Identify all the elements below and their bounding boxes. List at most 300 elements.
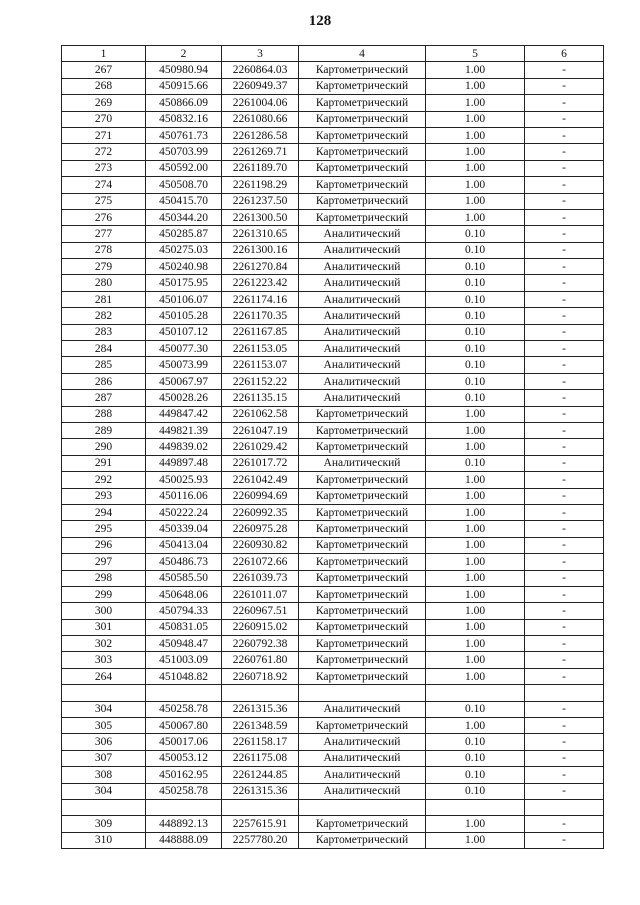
table-cell: 2257780.20 [222, 832, 299, 848]
table-row [62, 701, 604, 717]
table-cell: 297 [62, 554, 146, 570]
table-cell: 2261315.36 [222, 701, 299, 717]
table-row [62, 78, 604, 94]
table-cell: 2261244.85 [222, 767, 299, 783]
table-cell: 305 [62, 718, 146, 734]
table-cell: 281 [62, 291, 146, 307]
table-cell: 0.10 [426, 701, 525, 717]
column-header: 1 [62, 46, 146, 62]
table-cell: - [525, 209, 604, 225]
table-row [62, 472, 604, 488]
table-cell: Картометрический [299, 160, 426, 176]
table-cell: - [525, 439, 604, 455]
table-cell: 307 [62, 750, 146, 766]
table-cell: 450761.73 [146, 127, 222, 143]
table-cell: 300 [62, 603, 146, 619]
table-cell: 2261286.58 [222, 127, 299, 143]
table-cell [426, 799, 525, 815]
table-row [62, 144, 604, 160]
table-cell: 450585.50 [146, 570, 222, 586]
table-cell: 450258.78 [146, 783, 222, 799]
table-cell: - [525, 668, 604, 684]
table-row [62, 799, 604, 815]
table-cell: 450831.05 [146, 619, 222, 635]
table-cell: - [525, 357, 604, 373]
table-cell: Картометрический [299, 521, 426, 537]
table-cell: Картометрический [299, 439, 426, 455]
table-row [62, 373, 604, 389]
table-cell: - [525, 816, 604, 832]
table-cell: 450175.95 [146, 275, 222, 291]
table-cell: 1.00 [426, 62, 525, 78]
table-cell: 276 [62, 209, 146, 225]
table-cell: Аналитический [299, 734, 426, 750]
table-cell: 267 [62, 62, 146, 78]
table-cell: 450832.16 [146, 111, 222, 127]
table-header-row [62, 46, 604, 62]
table-cell: 450073.99 [146, 357, 222, 373]
table-cell: Картометрический [299, 652, 426, 668]
table-cell: - [525, 783, 604, 799]
table-cell: 450275.03 [146, 242, 222, 258]
table-cell: 2260975.28 [222, 521, 299, 537]
table-cell: - [525, 570, 604, 586]
table-cell: 0.10 [426, 455, 525, 471]
table-cell: 304 [62, 783, 146, 799]
table-cell: 450703.99 [146, 144, 222, 160]
table-cell: - [525, 111, 604, 127]
table-cell: 2261158.17 [222, 734, 299, 750]
table-row [62, 685, 604, 701]
table-cell [146, 799, 222, 815]
table-row [62, 750, 604, 766]
table-cell: - [525, 537, 604, 553]
table-row [62, 832, 604, 848]
table-cell: 450105.28 [146, 308, 222, 324]
table-cell [62, 799, 146, 815]
table-cell: - [525, 734, 604, 750]
table-row [62, 668, 604, 684]
table-cell: Аналитический [299, 390, 426, 406]
table-cell: - [525, 603, 604, 619]
table-row [62, 783, 604, 799]
table-cell: 284 [62, 341, 146, 357]
table-cell: 450413.04 [146, 537, 222, 553]
table-cell: 451003.09 [146, 652, 222, 668]
table-cell: 1.00 [426, 422, 525, 438]
table-row [62, 636, 604, 652]
table-cell: Картометрический [299, 586, 426, 602]
table-cell: - [525, 554, 604, 570]
table-cell: 1.00 [426, 95, 525, 111]
table-cell: 2261300.16 [222, 242, 299, 258]
table-cell: 450222.24 [146, 504, 222, 520]
table-row [62, 504, 604, 520]
table-cell [146, 685, 222, 701]
table-cell: 309 [62, 816, 146, 832]
table-cell: - [525, 390, 604, 406]
table-cell: 271 [62, 127, 146, 143]
table-cell: 0.10 [426, 291, 525, 307]
table-cell: - [525, 62, 604, 78]
table-cell: 310 [62, 832, 146, 848]
table-cell: - [525, 373, 604, 389]
table-cell: 299 [62, 586, 146, 602]
table-cell: 449839.02 [146, 439, 222, 455]
table-cell: Аналитический [299, 341, 426, 357]
table-cell: 449821.39 [146, 422, 222, 438]
table-cell: 450116.06 [146, 488, 222, 504]
table-cell: 2260994.69 [222, 488, 299, 504]
table-cell: Картометрический [299, 111, 426, 127]
table-cell: 0.10 [426, 308, 525, 324]
table-cell: Картометрический [299, 193, 426, 209]
table-cell: 2261237.50 [222, 193, 299, 209]
table-cell: 450980.94 [146, 62, 222, 78]
table-cell: 303 [62, 652, 146, 668]
table-cell: 301 [62, 619, 146, 635]
table-cell: 279 [62, 259, 146, 275]
table-row [62, 816, 604, 832]
table-row [62, 291, 604, 307]
table-cell: 2261039.73 [222, 570, 299, 586]
table-cell: 450107.12 [146, 324, 222, 340]
table-cell: 2260949.37 [222, 78, 299, 94]
table-cell: - [525, 95, 604, 111]
column-header: 6 [525, 46, 604, 62]
table-cell: Картометрический [299, 488, 426, 504]
table-cell: 2261300.50 [222, 209, 299, 225]
table-cell: 1.00 [426, 177, 525, 193]
table-cell: Картометрический [299, 406, 426, 422]
table-cell: 448888.09 [146, 832, 222, 848]
table-cell: 450508.70 [146, 177, 222, 193]
table-cell: Картометрический [299, 95, 426, 111]
table-cell: 2257615.91 [222, 816, 299, 832]
table-cell: 1.00 [426, 127, 525, 143]
table-row [62, 619, 604, 635]
table-cell: 0.10 [426, 783, 525, 799]
table-row [62, 570, 604, 586]
table-cell: - [525, 472, 604, 488]
table-cell: 277 [62, 226, 146, 242]
table-cell: - [525, 341, 604, 357]
table-row [62, 390, 604, 406]
table-cell: - [525, 586, 604, 602]
table-cell: 1.00 [426, 718, 525, 734]
table-cell: 0.10 [426, 373, 525, 389]
table-cell: 0.10 [426, 750, 525, 766]
table-cell: 1.00 [426, 816, 525, 832]
table-cell: 280 [62, 275, 146, 291]
table-cell: 450866.09 [146, 95, 222, 111]
table-cell: 2261269.71 [222, 144, 299, 160]
table-row [62, 160, 604, 176]
table-row [62, 259, 604, 275]
table-row [62, 177, 604, 193]
table-cell: Картометрический [299, 62, 426, 78]
table-cell: 274 [62, 177, 146, 193]
table-cell: 2261042.49 [222, 472, 299, 488]
table-row [62, 586, 604, 602]
table-cell: 2260915.02 [222, 619, 299, 635]
table-row [62, 308, 604, 324]
table-cell: 287 [62, 390, 146, 406]
table-cell: 1.00 [426, 586, 525, 602]
table-cell: Аналитический [299, 308, 426, 324]
table-cell: 1.00 [426, 144, 525, 160]
table-cell: - [525, 275, 604, 291]
table-row [62, 734, 604, 750]
table-row [62, 275, 604, 291]
table-cell: 2261047.19 [222, 422, 299, 438]
table-cell: 1.00 [426, 488, 525, 504]
table-cell: Картометрический [299, 144, 426, 160]
table-cell: 1.00 [426, 472, 525, 488]
table-cell: - [525, 701, 604, 717]
table-cell: Картометрический [299, 636, 426, 652]
table-cell: 448892.13 [146, 816, 222, 832]
table-cell: - [525, 750, 604, 766]
table-row [62, 554, 604, 570]
table-cell: 302 [62, 636, 146, 652]
table-cell: - [525, 488, 604, 504]
table-cell: 2261153.05 [222, 341, 299, 357]
table-cell: 450067.80 [146, 718, 222, 734]
table-cell: 285 [62, 357, 146, 373]
table-row [62, 62, 604, 78]
table-row [62, 357, 604, 373]
table-row [62, 455, 604, 471]
table-cell: 2261153.07 [222, 357, 299, 373]
table-cell: 2261080.66 [222, 111, 299, 127]
table-row [62, 521, 604, 537]
table-cell: - [525, 242, 604, 258]
table-cell: 0.10 [426, 734, 525, 750]
table-cell: 0.10 [426, 357, 525, 373]
table-cell: 449897.48 [146, 455, 222, 471]
table-cell: - [525, 144, 604, 160]
table-cell: 2260718.92 [222, 668, 299, 684]
table-row [62, 406, 604, 422]
table-cell: 450948.47 [146, 636, 222, 652]
table-cell: 450077.30 [146, 341, 222, 357]
table-cell: 298 [62, 570, 146, 586]
table-cell: 450794.33 [146, 603, 222, 619]
table-cell: Картометрический [299, 78, 426, 94]
table-cell: 451048.82 [146, 668, 222, 684]
table-cell: Аналитический [299, 291, 426, 307]
table-cell: 450339.04 [146, 521, 222, 537]
table-cell: 450344.20 [146, 209, 222, 225]
table-cell: 2260967.51 [222, 603, 299, 619]
table-cell: 2261170.35 [222, 308, 299, 324]
table-cell: 0.10 [426, 275, 525, 291]
table-cell: 450258.78 [146, 701, 222, 717]
table-cell [299, 799, 426, 815]
table-cell: 1.00 [426, 193, 525, 209]
table-cell: 2261310.65 [222, 226, 299, 242]
table-cell: Аналитический [299, 275, 426, 291]
table-cell: 1.00 [426, 111, 525, 127]
table-cell: - [525, 767, 604, 783]
table-cell: Картометрический [299, 570, 426, 586]
table-cell: - [525, 636, 604, 652]
table-cell: 450025.93 [146, 472, 222, 488]
table-cell: - [525, 324, 604, 340]
table-cell: 2261348.59 [222, 718, 299, 734]
table-cell: 450017.06 [146, 734, 222, 750]
table-cell: 2261175.08 [222, 750, 299, 766]
table-cell: Картометрический [299, 619, 426, 635]
table-row [62, 422, 604, 438]
table-row [62, 718, 604, 734]
table-row [62, 341, 604, 357]
table-row [62, 209, 604, 225]
table-cell: 450648.06 [146, 586, 222, 602]
table-cell: Картометрический [299, 718, 426, 734]
table-cell: - [525, 193, 604, 209]
table-cell: 283 [62, 324, 146, 340]
table-cell [299, 685, 426, 701]
table-row [62, 193, 604, 209]
table-cell: 1.00 [426, 652, 525, 668]
table-cell: - [525, 422, 604, 438]
table-row [62, 603, 604, 619]
table-cell: 269 [62, 95, 146, 111]
table-cell: 450915.66 [146, 78, 222, 94]
table-row [62, 95, 604, 111]
table-cell: - [525, 259, 604, 275]
column-header: 5 [426, 46, 525, 62]
table-cell: 450415.70 [146, 193, 222, 209]
table-cell: Аналитический [299, 373, 426, 389]
table-cell: 2260930.82 [222, 537, 299, 553]
table-cell: Картометрический [299, 668, 426, 684]
table-cell: Аналитический [299, 455, 426, 471]
table-cell: - [525, 226, 604, 242]
table-cell: 270 [62, 111, 146, 127]
table-cell: 450067.97 [146, 373, 222, 389]
table-cell: 1.00 [426, 636, 525, 652]
table-cell: 2261004.06 [222, 95, 299, 111]
table-cell: - [525, 718, 604, 734]
table-cell: 0.10 [426, 324, 525, 340]
table-cell: 278 [62, 242, 146, 258]
table-cell: Аналитический [299, 324, 426, 340]
table-row [62, 127, 604, 143]
table-cell: Картометрический [299, 504, 426, 520]
table-cell: 450106.07 [146, 291, 222, 307]
table-cell: 2261152.22 [222, 373, 299, 389]
table-cell: 1.00 [426, 78, 525, 94]
table-cell: 450285.87 [146, 226, 222, 242]
table-row [62, 242, 604, 258]
table-cell [62, 685, 146, 701]
table-cell: 293 [62, 488, 146, 504]
table-cell: 2261011.07 [222, 586, 299, 602]
table-cell: Картометрический [299, 816, 426, 832]
table-cell: 450486.73 [146, 554, 222, 570]
table-row [62, 537, 604, 553]
table-body [62, 62, 604, 849]
table-cell: 2260992.35 [222, 504, 299, 520]
table-cell: 2261189.70 [222, 160, 299, 176]
table-cell: 2260792.38 [222, 636, 299, 652]
table-row [62, 439, 604, 455]
table-cell: - [525, 619, 604, 635]
table-cell: 1.00 [426, 439, 525, 455]
table-cell: 450240.98 [146, 259, 222, 275]
table-cell: Аналитический [299, 750, 426, 766]
table-cell: 1.00 [426, 619, 525, 635]
table-cell: 1.00 [426, 554, 525, 570]
table-cell: Картометрический [299, 554, 426, 570]
table-cell: 450053.12 [146, 750, 222, 766]
table-cell: - [525, 521, 604, 537]
table-cell: 450028.26 [146, 390, 222, 406]
table-cell: 292 [62, 472, 146, 488]
table-cell: 2261135.15 [222, 390, 299, 406]
table-cell: 2261062.58 [222, 406, 299, 422]
table-cell: 286 [62, 373, 146, 389]
table-cell: 1.00 [426, 603, 525, 619]
table-cell: Картометрический [299, 832, 426, 848]
table-cell: 0.10 [426, 767, 525, 783]
table-row [62, 226, 604, 242]
table-cell: 272 [62, 144, 146, 160]
table-cell: 2260864.03 [222, 62, 299, 78]
table-cell: 295 [62, 521, 146, 537]
table-cell: 1.00 [426, 537, 525, 553]
table-cell: 0.10 [426, 341, 525, 357]
table-cell: Картометрический [299, 177, 426, 193]
table-cell: 1.00 [426, 209, 525, 225]
column-header: 2 [146, 46, 222, 62]
table-cell: - [525, 78, 604, 94]
table-cell: - [525, 652, 604, 668]
table-cell: Картометрический [299, 537, 426, 553]
table-cell: 264 [62, 668, 146, 684]
table-cell [426, 685, 525, 701]
table-cell: 273 [62, 160, 146, 176]
table-cell: 268 [62, 78, 146, 94]
table-cell: Картометрический [299, 209, 426, 225]
table-cell: 0.10 [426, 390, 525, 406]
table-cell [222, 799, 299, 815]
table-cell [222, 685, 299, 701]
table-cell: 296 [62, 537, 146, 553]
table-cell: 2261017.72 [222, 455, 299, 471]
table-cell: Аналитический [299, 767, 426, 783]
table-cell: - [525, 832, 604, 848]
table-cell: Аналитический [299, 259, 426, 275]
table-cell: 1.00 [426, 160, 525, 176]
table-cell: 2261174.16 [222, 291, 299, 307]
table-cell: 2261270.84 [222, 259, 299, 275]
table-cell: 288 [62, 406, 146, 422]
table-row [62, 324, 604, 340]
column-header: 3 [222, 46, 299, 62]
table-cell: 291 [62, 455, 146, 471]
table-cell: - [525, 177, 604, 193]
table-cell [525, 685, 604, 701]
table-cell: 2261029.42 [222, 439, 299, 455]
table-cell: 306 [62, 734, 146, 750]
table-cell: 1.00 [426, 570, 525, 586]
table-cell: 2260761.80 [222, 652, 299, 668]
table-cell: Картометрический [299, 472, 426, 488]
